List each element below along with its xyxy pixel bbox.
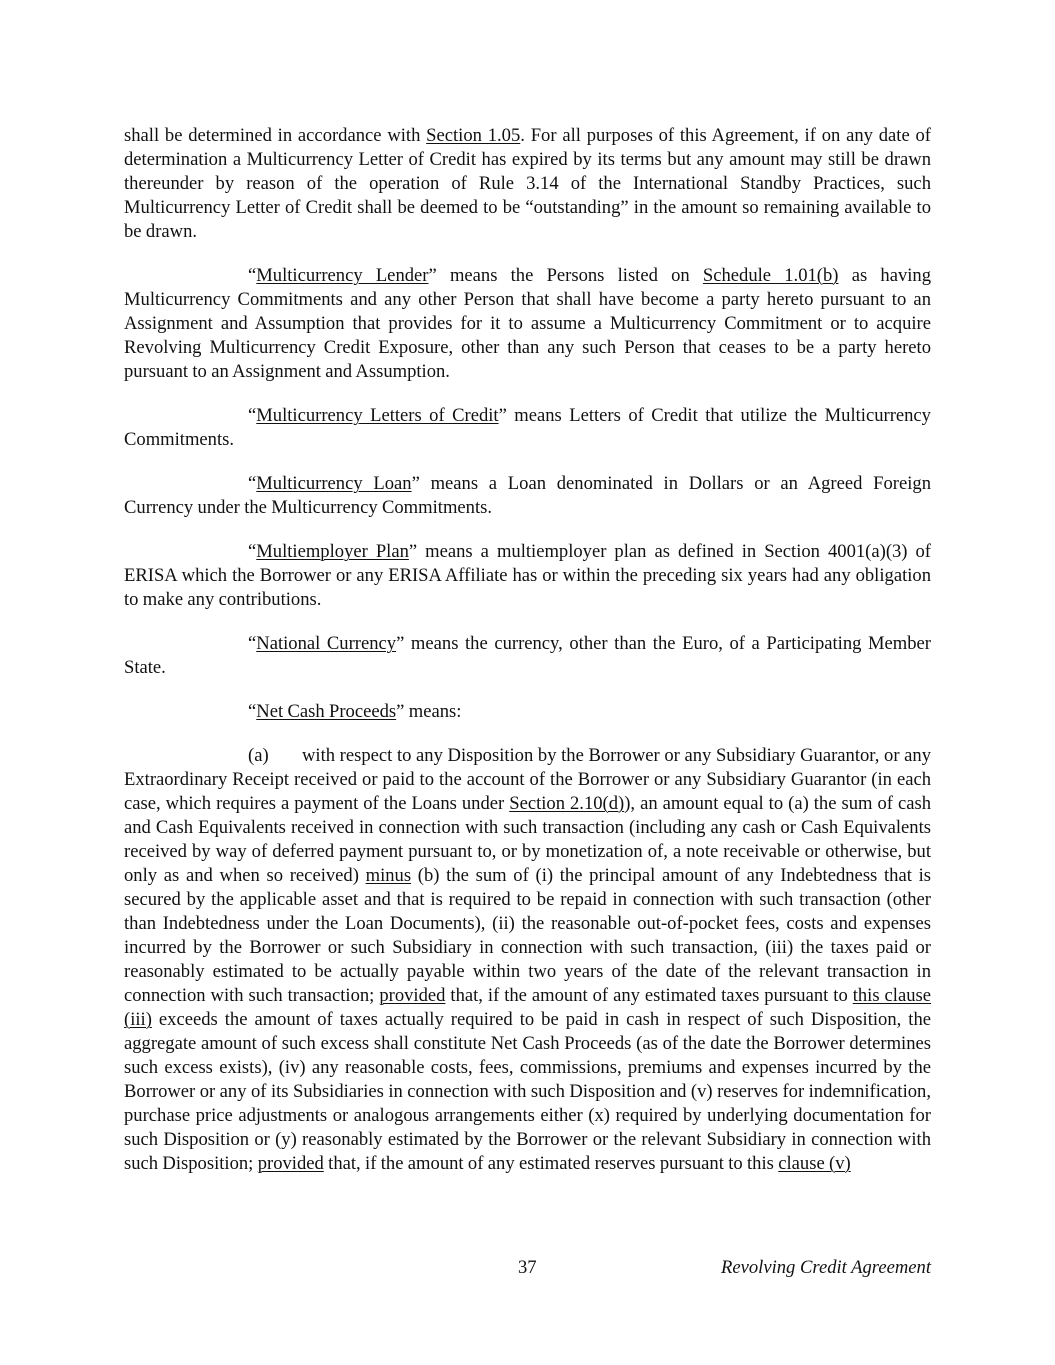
text-segment: “ xyxy=(248,473,257,494)
text-segment: shall be determined in accordance with xyxy=(124,125,427,146)
text-segment: ” means the Persons listed on xyxy=(428,265,703,286)
underlined-term: Multicurrency Letters of Credit xyxy=(256,405,499,426)
underlined-term: Schedule 1.01(b) xyxy=(702,265,839,286)
text-segment: “ xyxy=(248,265,257,286)
paragraph-multicurrency-letters-of-credit xyxy=(124,404,931,452)
text-segment: ” means the currency, other than the Euro, of a Participating Member State. xyxy=(124,633,931,678)
text-segment: exceeds the amount of taxes actually required to be paid in cash in respect of such Disposition, the aggregate amount of such excess shall constitute Net Cash Proceeds (as of the date the Borrower determines such excess exists), (iv) any reasonable costs, fees, commissions, premiums and expenses incurred by the Borrower or any of its Subsidiaries in connection with such Disposition and (v) reserves for indemnification, purchase price adjustments or analogous arrangements either (x) required by underlying documentation for such Disposition or (y) reasonably estimated by the Borrower or the relevant Subsidiary in connection with such Disposition; xyxy=(124,1009,931,1174)
text-segment: that, if the amount of any estimated reserves pursuant to this xyxy=(323,1153,779,1174)
text-segment: “ xyxy=(248,633,257,654)
page-number: 37 xyxy=(518,1257,537,1278)
document-body xyxy=(124,124,931,1176)
document-page xyxy=(124,124,931,1196)
text-segment: ” means: xyxy=(396,701,462,722)
text-segment: ” means a Loan denominated in Dollars or an Agreed Foreign Currency under the Multicurrency Commitments. xyxy=(124,473,931,518)
paragraph-multiemployer-plan xyxy=(124,540,931,612)
text-segment: “ xyxy=(248,541,257,562)
text-segment: ” means a multiemployer plan as defined in Section 4001(a)(3) of ERISA which the Borrower or any ERISA Affiliate has or within the preceding six years had any obligation to make any contributions. xyxy=(124,541,932,610)
text-segment: as having Multicurrency Commitments and any other Person that shall have become a party hereto pursuant to an Assignment and Assumption that provides for it to assume a Multicurrency Commitment or to acquire Revolving Multicurrency Credit Exposure, other than any such Person that ceases to be a party hereto pursuant to an Assignment and Assumption. xyxy=(124,265,932,382)
underlined-term: provided xyxy=(257,1153,324,1174)
text-segment: . For all purposes of this Agreement, if on any date of determination a Multicurrency Letter of Credit has expired by its terms but any amount may still be drawn thereunder by reason of the operation of Rule 3.14 of the International Standby Practices, such Multicurrency Letter of Credit shall be deemed to be “outstanding” in the amount so remaining available to be drawn. xyxy=(124,125,931,242)
paragraph-national-currency xyxy=(124,632,931,680)
page-footer xyxy=(124,1256,931,1282)
clause-label: (a) xyxy=(248,745,269,766)
document-title: Revolving Credit Agreement xyxy=(721,1257,931,1278)
underlined-term: National Currency xyxy=(256,633,397,654)
paragraph-multicurrency-lender xyxy=(124,264,931,384)
text-segment: that, if the amount of any estimated taxes pursuant to xyxy=(445,985,853,1006)
text-segment: “ xyxy=(248,405,257,426)
paragraph-multicurrency-loan xyxy=(124,472,931,520)
paragraph-net-cash-proceeds xyxy=(124,700,931,724)
text-segment: ” means Letters of Credit that utilize the Multicurrency Commitments. xyxy=(124,405,931,450)
text-segment: with respect to any Disposition by the Borrower or any Subsidiary Guarantor, or any Extraordinary Receipt received or paid to the account of the Borrower or any Subsidiary Guarantor (in each case, which requires a payment of the Loans under xyxy=(124,745,931,814)
underlined-term: Section 1.05 xyxy=(426,125,521,146)
underlined-term: minus xyxy=(365,865,412,886)
underlined-term: clause (v) xyxy=(778,1153,851,1174)
underlined-term: Multicurrency Lender xyxy=(256,265,429,286)
underlined-term: Multicurrency Loan xyxy=(256,473,412,494)
text-segment: “ xyxy=(248,701,257,722)
paragraph-continuation xyxy=(124,124,931,244)
text-segment: (b) the sum of (i) the principal amount of any Indebtedness that is secured by the applicable asset and that is required to be repaid in connection with such transaction (other than Indebtedness under the Loan Documents), (ii) the reasonable out-of-pocket fees, costs and expenses incurred by the Borrower or such Subsidiary in connection with such transaction, (iii) the taxes paid or reasonably estimated to be actually payable within two years of the date of the relevant transaction in connection with such transaction; xyxy=(124,865,931,1006)
paragraph-net-cash-proceeds-clause-a xyxy=(124,744,931,1176)
underlined-term: Section 2.10(d) xyxy=(509,793,625,814)
underlined-term: this clause (iii) xyxy=(124,985,932,1030)
underlined-term: provided xyxy=(379,985,446,1006)
text-segment: ), an amount equal to (a) the sum of cash and Cash Equivalents received in connection with such transaction (including any cash or Cash Equivalents received by way of deferred payment pursuant to, or by monetization of, a note receivable or otherwise, but only as and when so received) xyxy=(124,793,931,886)
underlined-term: Multiemployer Plan xyxy=(256,541,409,562)
underlined-term: Net Cash Proceeds xyxy=(256,701,397,722)
